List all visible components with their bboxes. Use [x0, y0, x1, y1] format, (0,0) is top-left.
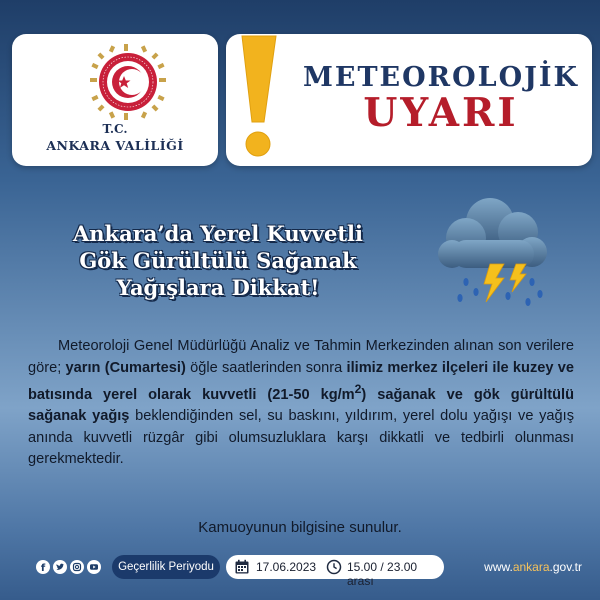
headline-line-2: Gök Gürültülü Sağanak [79, 248, 357, 273]
announcement-body [28, 336, 574, 471]
body-part-2: öğle saatlerinden sonra [185, 359, 347, 376]
headline-line-3: Yağışlara Dikkat! [116, 275, 320, 300]
validity-period-label: Geçerlilik Periyodu [112, 555, 220, 579]
clock-icon [326, 559, 342, 575]
website-highlight: ankara [512, 560, 550, 574]
storm-cloud-icon [432, 192, 552, 310]
headline-line-1: Ankara’da Yerel Kuvvetli [72, 221, 364, 246]
announcement-paragraph [28, 336, 574, 471]
body-part-1: Meteoroloji Genel Müdürlüğü Analiz ve Tahmin Merkezinden alınan son verilere göre; [28, 338, 574, 376]
svg-text:f: f [40, 563, 46, 574]
website-prefix: www. [484, 560, 513, 574]
meteorolojik-title: METEOROLOJİK [303, 62, 579, 93]
closing-statement: Kamuoyunun bilgisine sunulur. [198, 519, 402, 536]
website-link[interactable] [484, 560, 582, 574]
validity-time: 15.00 / 23.00 arası [347, 560, 418, 588]
footer [0, 548, 600, 586]
uyari-title: UYARI [363, 90, 519, 136]
logo-card [12, 34, 218, 166]
validity-date: 17.06.2023 [256, 560, 317, 574]
facebook-icon[interactable] [36, 560, 50, 574]
youtube-icon[interactable] [87, 560, 101, 574]
exclamation-icon [226, 30, 286, 166]
calendar-icon [234, 559, 250, 575]
tc-label: T.C. [102, 122, 128, 136]
body-bold-rain: ) sağanak ve gök gürültülü sağanak yağış [28, 386, 574, 425]
date-time-pill [226, 555, 444, 588]
body-bold-superscript: 2 [354, 382, 362, 396]
twitter-icon[interactable] [53, 560, 67, 574]
body-part-3: beklendiğinden sel, su baskını, yıldırım, yerel dolu yağışı ve yağış anında kuvvetli rüzgâr gibi olumsuzluklara karşı dikkatli ve tedbirli olunması gerekmektedir. [28, 408, 574, 468]
body-bold-day: yarın (Cumartesi) [65, 359, 186, 376]
body-bold-region: ilimiz merkez ilçeleri ile kuzey ve batısında yerel olarak kuvvetli (21-50 kg/m [28, 359, 575, 403]
headline [18, 220, 418, 301]
ankara-valiligi-seal-logo [88, 42, 168, 122]
institution-name: ANKARA VALİLİĞİ [46, 138, 184, 153]
website-suffix: .gov.tr [549, 560, 582, 574]
instagram-icon[interactable] [70, 560, 84, 574]
